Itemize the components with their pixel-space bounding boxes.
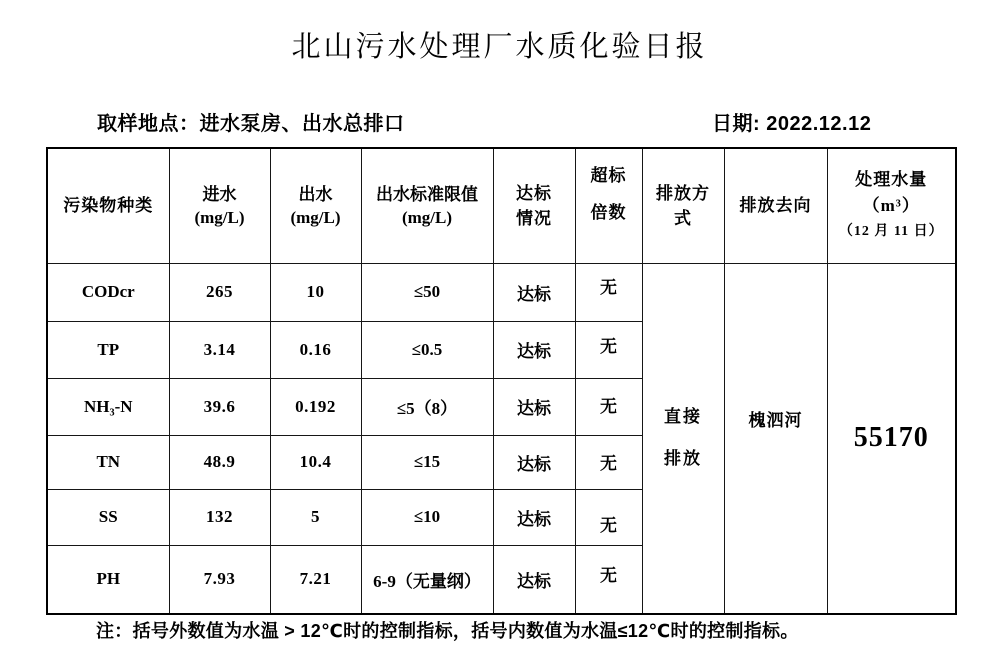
limit-value-cell: 6-9（无量纲） (361, 545, 493, 614)
page-title: 北山污水处理厂水质化验日报 (291, 31, 708, 63)
effluent-value-cell: 5 (270, 489, 361, 545)
effluent-value-cell: 7.21 (270, 545, 361, 614)
effluent-value-cell: 10.4 (270, 435, 361, 489)
influent-value-cell: 7.93 (169, 545, 270, 614)
col-header-limit: 出水标准限值 (mg/L) (361, 148, 493, 263)
pollutant-cell: TN (47, 435, 169, 489)
effluent-value-cell: 0.192 (270, 378, 361, 435)
treated-volume-cell: 55170 (827, 263, 956, 614)
pollutant-cell: PH (47, 545, 169, 614)
compliance-cell: 达标 (493, 489, 575, 545)
col-header-pollutant (47, 148, 169, 263)
col-header-pollutant-label: 污染物种类 (63, 196, 154, 216)
effluent-value-cell: 0.16 (270, 321, 361, 378)
influent-value-cell: 3.14 (169, 321, 270, 378)
header-row (47, 148, 956, 263)
footnote: 注：括号外数值为水温 > 12℃时的控制指标，括号内数值为水温≤12℃时的控制指标。 (96, 621, 799, 641)
pollutant-cell: TP (47, 321, 169, 378)
influent-value-cell: 265 (169, 263, 270, 321)
limit-value-cell: ≤15 (361, 435, 493, 489)
exceed-cell: 无 (575, 435, 642, 489)
compliance-cell: 达标 (493, 435, 575, 489)
table-row-codcr (47, 263, 956, 321)
col-header-volume: 处理水量 （m³） （12 月 11 日） (827, 148, 956, 263)
influent-value-cell: 132 (169, 489, 270, 545)
limit-value-cell: ≤5（8） (361, 378, 493, 435)
compliance-cell: 达标 (493, 321, 575, 378)
discharge-mode-cell: 直接 排放 (642, 263, 724, 614)
exceed-cell: 无 (575, 321, 642, 378)
compliance-cell: 达标 (493, 263, 575, 321)
report-date-label: 日期: 2022.12.12 (712, 113, 872, 135)
sampling-location-label: 取样地点：进水泵房、出水总排口 (97, 113, 405, 135)
influent-value-cell: 39.6 (169, 378, 270, 435)
water-quality-table (46, 147, 957, 615)
pollutant-cell: CODcr (47, 263, 169, 321)
compliance-cell: 达标 (493, 378, 575, 435)
pollutant-cell: SS (47, 489, 169, 545)
exceed-cell: 无 (575, 263, 642, 321)
limit-value-cell: ≤0.5 (361, 321, 493, 378)
exceed-cell: 无 (575, 378, 642, 435)
col-header-compliance: 达标 情况 (493, 148, 575, 263)
exceed-cell: 无 (575, 489, 642, 545)
pollutant-cell: NH₃-N (47, 378, 169, 435)
discharge-destination-cell: 槐泗河 (724, 263, 827, 614)
col-header-exceed: 超标 倍数 (575, 148, 642, 263)
limit-value-cell: ≤10 (361, 489, 493, 545)
col-header-influent: 进水 (mg/L) (169, 148, 270, 263)
col-header-effluent: 出水 (mg/L) (270, 148, 361, 263)
influent-value-cell: 48.9 (169, 435, 270, 489)
limit-value-cell: ≤50 (361, 263, 493, 321)
col-header-discharge-destination: 排放去向 (724, 148, 827, 263)
compliance-cell: 达标 (493, 545, 575, 614)
col-header-discharge-mode: 排放方 式 (642, 148, 724, 263)
effluent-value-cell: 10 (270, 263, 361, 321)
exceed-cell: 无 (575, 545, 642, 614)
